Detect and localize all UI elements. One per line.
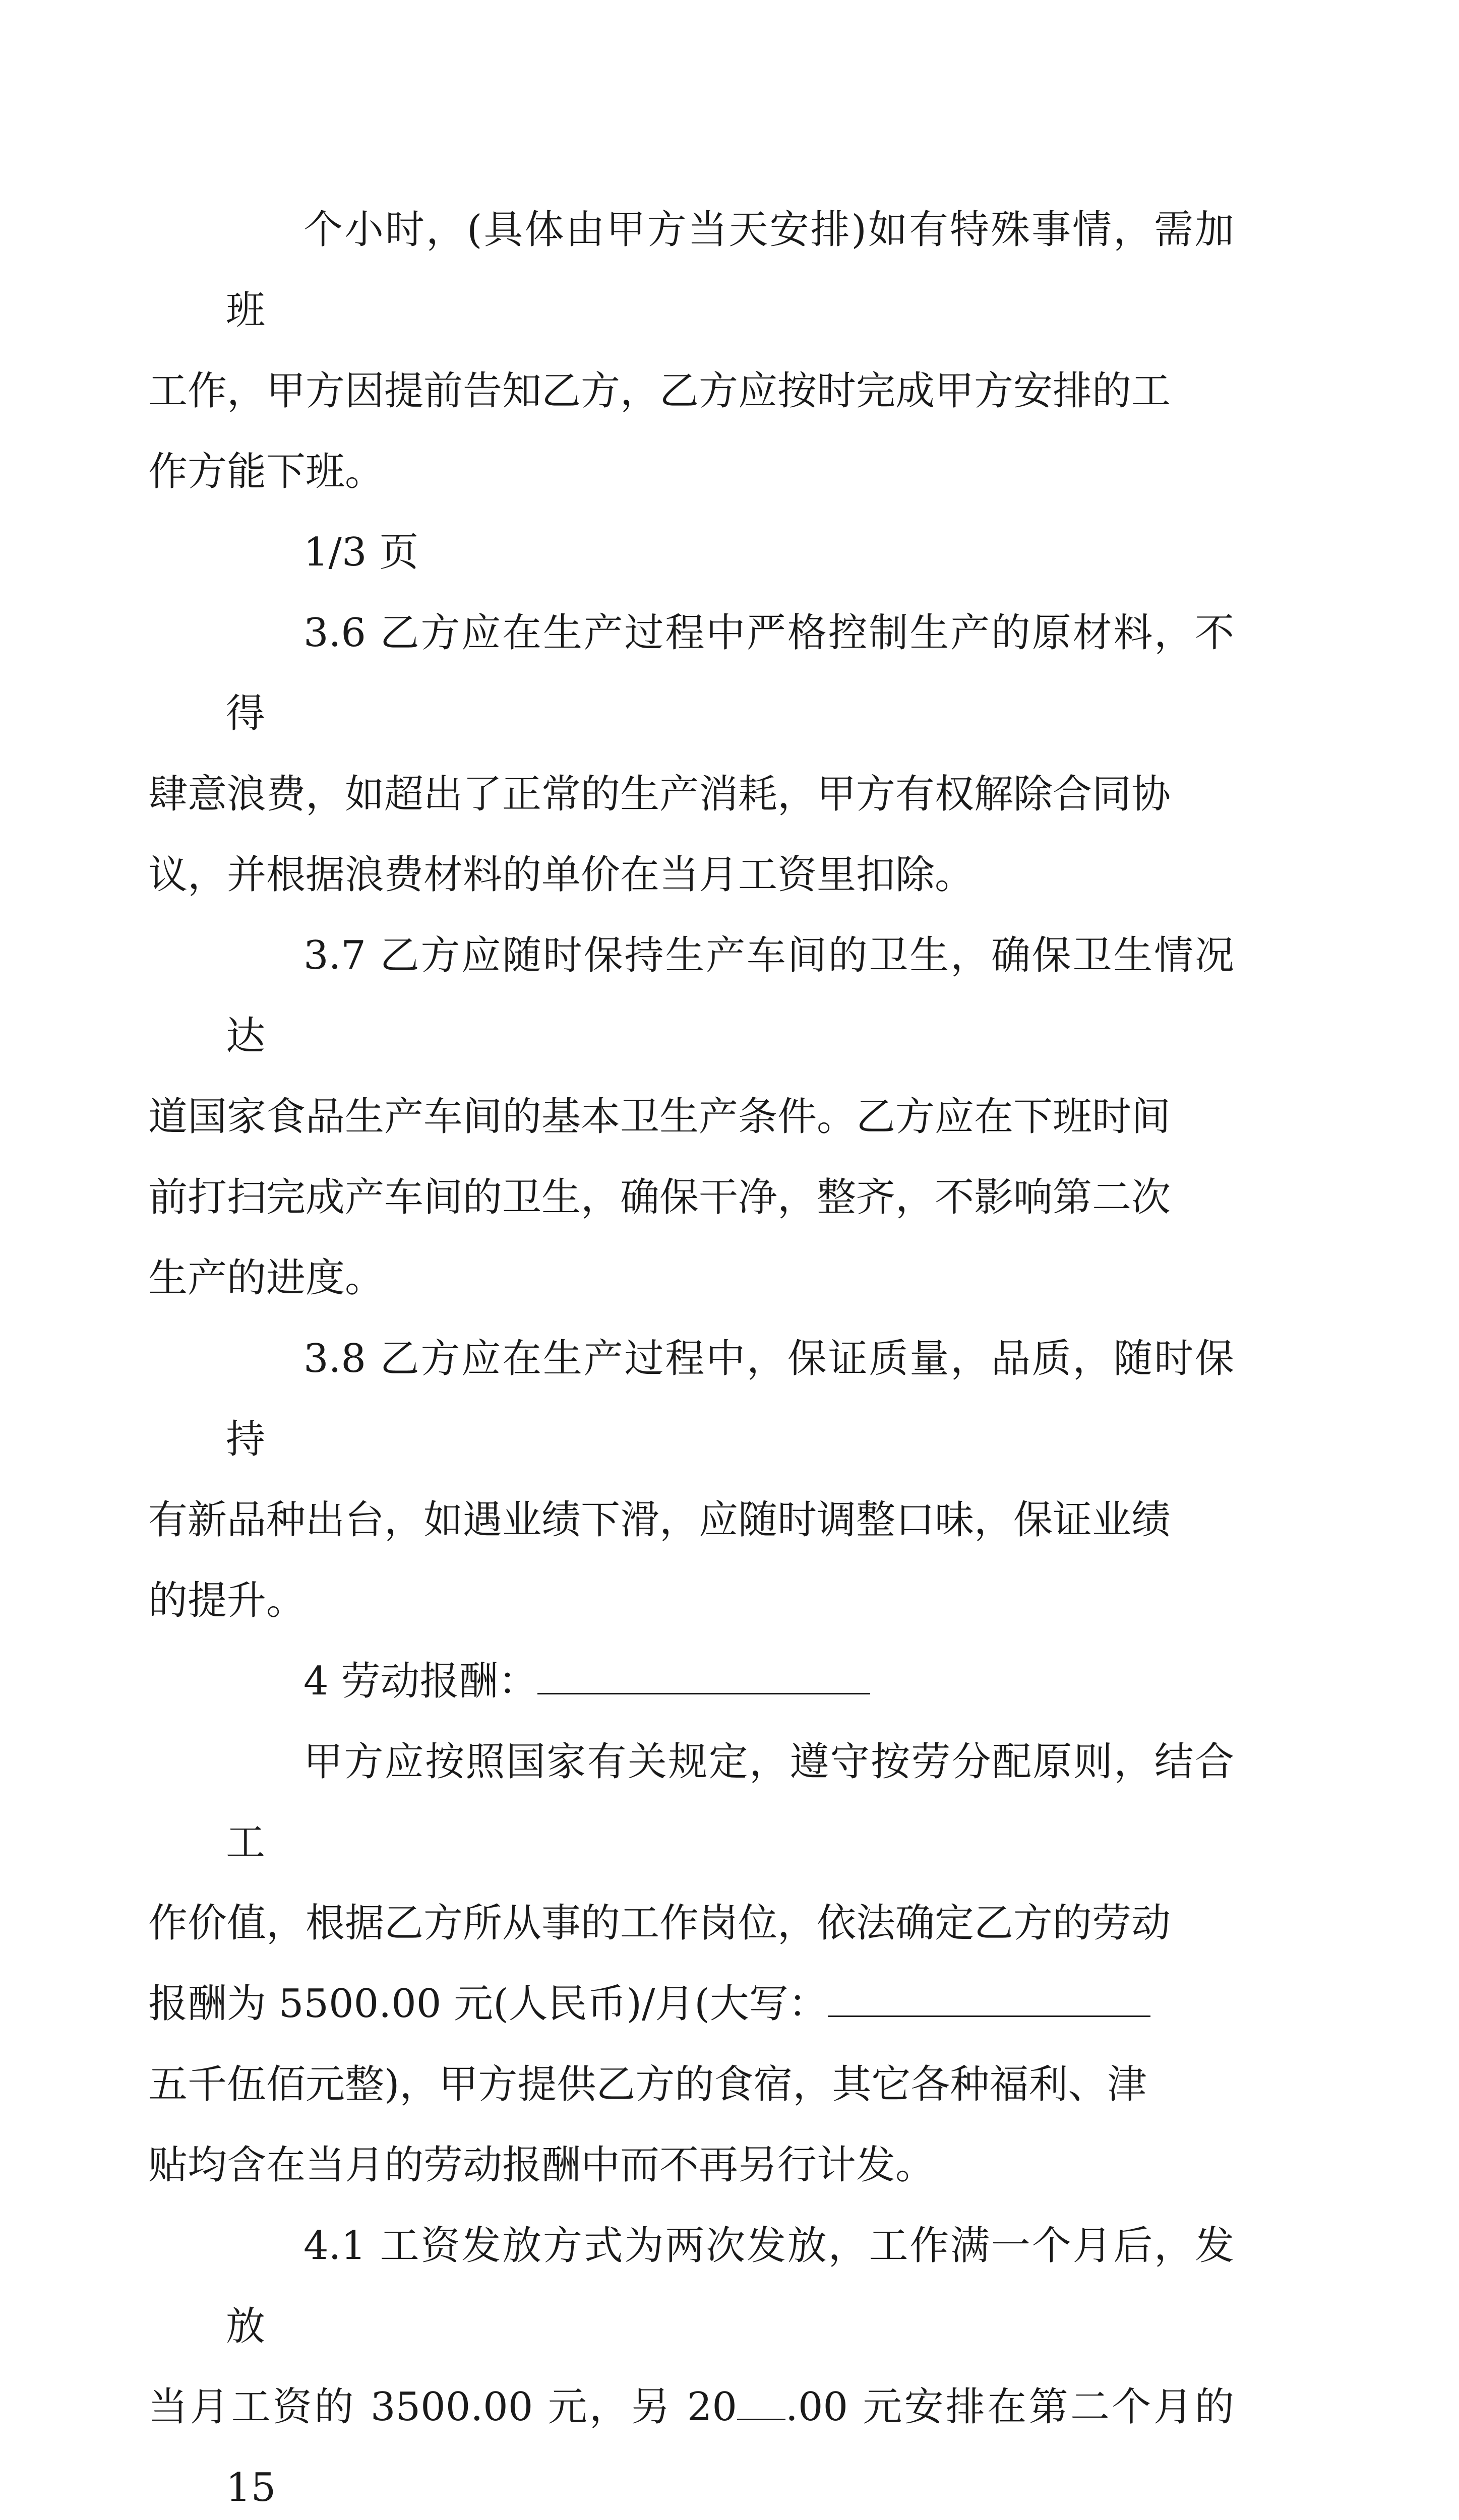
clause-3-8 [148, 1318, 1234, 1641]
text-line: 3.7 乙方应随时保持生产车间的卫生，确保卫生情况达 [226, 933, 1234, 1059]
text-line: 议，并根据浪费材料的单价在当月工资里扣除。 [148, 852, 975, 898]
paragraph-continuation [148, 190, 1234, 512]
text-fragment: .00 元安排在第二个月的 15 [226, 2384, 1235, 2510]
text-line: 的提升。 [148, 1578, 306, 1623]
text-line: 贴均含在当月的劳动报酬中而不再另行计发。 [148, 2143, 935, 2188]
text-fragment: 当月工资的 3500.00 元，另 20 [148, 2384, 738, 2430]
page-number-text: 1/3 页 [303, 530, 419, 575]
clause-4-1 [148, 2206, 1235, 2520]
page-number [226, 512, 1234, 593]
text-line: 3.6 乙方应在生产过程中严格控制生产的原材料，不得 [226, 610, 1234, 736]
text-line: 4.1 工资发放方式为两次发放，工作满一个月后，发放 [226, 2223, 1234, 2349]
text-line: 肆意浪费，如超出了正常的生产消耗，甲方有权解除合同协 [148, 772, 1171, 817]
section-4-heading [226, 1641, 1234, 1722]
text-fragment: 报酬为 5500.00 元(人民币)/月(大写： [148, 1981, 828, 2027]
text-line: 有新品种出台，如遇业绩下滑，应随时调整口味，保证业绩 [148, 1497, 1171, 1543]
text-line-with-blank [148, 2367, 1235, 2520]
text-line: 个小时，(具体由甲方当天安排)如有特殊事情，需加班 [226, 207, 1234, 333]
document-body [148, 190, 1235, 2520]
text-line: 作价值，根据乙方所从事的工作岗位，依法确定乙方的劳动 [148, 1901, 1171, 1946]
text-line: 作方能下班。 [148, 449, 385, 494]
section-heading-text: 4 劳动报酬： [303, 1659, 538, 1704]
section-4-body [148, 1722, 1234, 2206]
text-line: 工作，甲方因提前告知乙方，乙方应按时完成甲方安排的工 [148, 368, 1171, 414]
fill-in-blank [828, 1983, 1150, 2017]
fill-in-blank [537, 1661, 870, 1694]
text-line: 甲方应按照国家有关规定，遵守按劳分配原则，结合工 [226, 1739, 1234, 1865]
text-line-with-blank [148, 1964, 1234, 2044]
text-line: 前打扫完成产车间的卫生，确保干净，整齐，不影响第二次 [148, 1175, 1171, 1220]
text-line: 五千伍佰元整)，甲方提供乙方的食宿，其它各种福利、津 [148, 2062, 1147, 2107]
clause-3-6 [148, 593, 1234, 915]
fill-in-blank [737, 2386, 785, 2420]
text-line: 3.8 乙方应在生产过程中，保证质量，品质，随时保持 [226, 1336, 1234, 1462]
text-line: 生产的进度。 [148, 1255, 385, 1301]
text-line: 道国家食品生产车间的基本卫生产条件。乙方应在下班时间 [148, 1094, 1171, 1140]
clause-3-7 [148, 915, 1234, 1318]
